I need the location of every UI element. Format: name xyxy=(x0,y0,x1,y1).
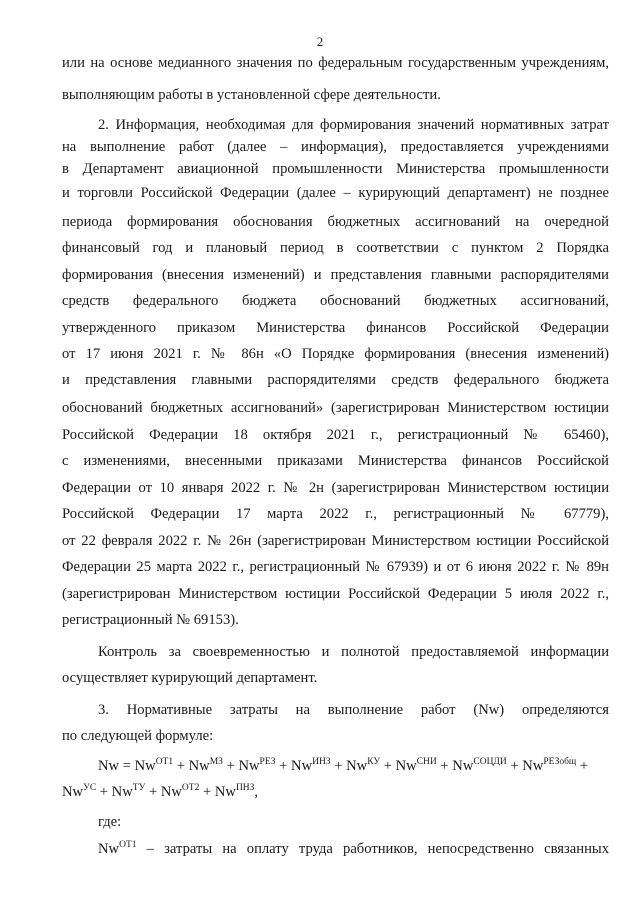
text-line: на выполнение работ (далее – информация), предоставляется учреждениями xyxy=(62,139,609,155)
formula-term: + $Nw^{ИНЗ}$ xyxy=(275,757,331,774)
text-line: выполняющим работы в установленной сфере деятельности. xyxy=(62,87,441,103)
text-line: Контроль за своевременностью и полнотой предоставляемой информации xyxy=(98,644,609,660)
text-line: (зарегистрирован Министерством юстиции Российской Федерации 5 июля 2022 г., xyxy=(62,586,609,602)
text-line: по следующей формуле: xyxy=(62,728,214,744)
where-label: где: xyxy=(98,814,122,830)
text-line: Федерации 25 марта 2022 г., регистрационный № 67939) и от 6 июня 2022 г. № 89н xyxy=(62,559,609,575)
text-line: финансовый год и плановый период в соответствии с пунктом 2 Порядка xyxy=(62,240,609,256)
formula-term: + $Nw^{СОЦДИ}$ xyxy=(436,757,507,774)
text-line: периода формирования обоснования бюджетных ассигнований на очередной xyxy=(62,214,609,230)
text-line: Федерации от 10 января 2022 г. № 2н (зарегистрирован Министерством юстиции xyxy=(62,480,609,496)
text-line: формирования (внесения изменений) и представления главными распорядителями xyxy=(62,267,609,283)
formula-term: + $Nw^{РЕЗ}$ xyxy=(222,757,276,774)
text-line: 3. Нормативные затраты на выполнение работ (Nw) определяются xyxy=(98,702,609,718)
text-line: от 17 июня 2021 г. № 86н «О Порядке формирования (внесения изменений) xyxy=(62,346,609,362)
text-line: Российской Федерации 17 марта 2022 г., регистрационный № 67779), xyxy=(62,506,609,522)
formula-term: + $Nw^{МЗ}$ xyxy=(173,757,223,774)
text-line: Российской Федерации 18 октября 2021 г., регистрационный № 65460), xyxy=(62,427,609,443)
formula-term: + $Nw^{ПНЗ}$ xyxy=(199,783,255,800)
formula-term: $Nw^{УС}$ xyxy=(62,783,97,800)
formula-term: + $Nw^{ОТ2}$ xyxy=(145,783,200,800)
text-line: средств федерального бюджета обоснований бюджетных ассигнований, xyxy=(62,293,609,309)
formula-term: + xyxy=(576,758,589,774)
text-line: осуществляет курирующий департамент. xyxy=(62,670,318,686)
formula-line-1 xyxy=(98,755,609,777)
page-number: 2 xyxy=(316,34,324,49)
formula-term: + $Nw^{СНИ}$ xyxy=(380,757,437,774)
formula-term: + $Nw^{ТУ}$ xyxy=(96,783,146,800)
formula-term: $Nw = Nw^{ОТ1}$ xyxy=(98,757,174,774)
text-line: от 22 февраля 2022 г. № 26н (зарегистрирован Министерством юстиции Российской xyxy=(62,533,609,549)
text-line: и представления главными распорядителями средств федерального бюджета xyxy=(62,372,609,388)
formula-term: + $Nw^{РЕЗобщ}$ xyxy=(506,757,577,774)
text-line: в Департамент авиационной промышленности Министерства промышленности xyxy=(62,161,609,177)
formula-line-2 xyxy=(62,781,609,803)
text-line: утвержденного приказом Министерства финансов Российской Федерации xyxy=(62,320,609,336)
text-line: и торговли Российской Федерации (далее – курирующий департамент) не позднее xyxy=(62,185,609,201)
text-line: или на основе медианного значения по федеральным государственным учреждениям, xyxy=(62,55,609,71)
definition-line: $Nw^{ОТ1}$ – затраты на оплату труда работников, непосредственно связанных xyxy=(98,840,609,857)
text-line: обоснований бюджетных ассигнований» (зарегистрирован Министерством юстиции xyxy=(62,400,609,416)
formula-term: , xyxy=(254,784,259,800)
text-line: 2. Информация, необходимая для формирования значений нормативных затрат xyxy=(98,117,609,133)
formula-term: + $Nw^{КУ}$ xyxy=(330,757,381,774)
text-line: с изменениями, внесенными приказами Министерства финансов Российской xyxy=(62,453,609,469)
text-line: регистрационный № 69153). xyxy=(62,612,239,628)
